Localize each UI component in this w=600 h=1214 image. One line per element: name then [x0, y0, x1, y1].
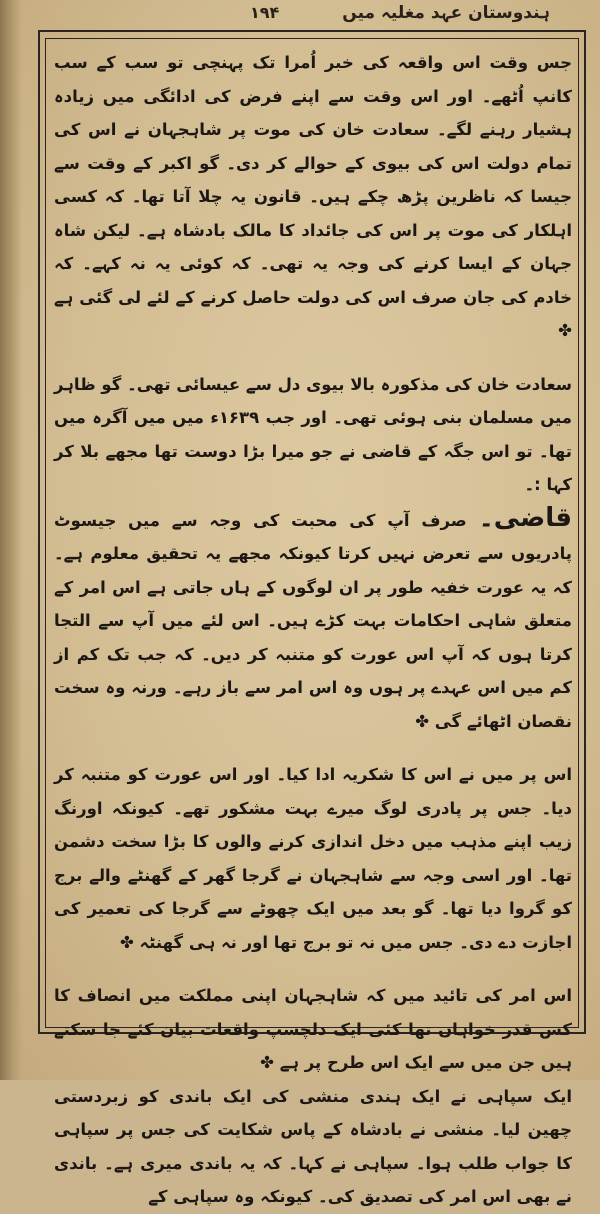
- body-text: [54, 46, 572, 1214]
- paragraph-4: اس پر میں نے اس کا شکریہ ادا کیا۔ اور اس عورت کو متنبہ کر دیا۔ جس پر پادری لوگ میرے بہت مشکور تھے۔ کیونکہ اورنگ زیب اپنے مذہب میں دخل اندازی کرنے والوں کا بڑا سخت دشمن تھا۔ اور اسی وجہ سے شاہجہان نے گرجا گھر کے گھنٹے والے برج کو گروا دیا تھا۔ گو بعد میں ایک چھوٹے سے گرجا کی تعمیر کی اجازت دے دی۔ جس میں نہ تو برج تھا اور نہ ہی گھنٹہ ✤: [54, 765, 572, 952]
- paragraph-3: [54, 502, 572, 739]
- paragraph-6: ایک سپاہی نے ایک ہندی منشی کی ایک باندی کو زبردستی چھین لیا۔ منشی نے بادشاہ کے پاس شکایت کی جس پر سپاہی کا جواب طلب ہوا۔ سپاہی نے کہا۔ کہ یہ باندی میری ہے۔ باندی نے بھی اس امر کی تصدیق کی۔ کیونکہ وہ سپاہی کے: [54, 1086, 572, 1206]
- page-number: ۱۹۴: [250, 2, 280, 22]
- running-title: ہندوستان عہد مغلیہ میں: [342, 2, 550, 23]
- paragraph-5: اس امر کی تائید میں کہ شاہجہان اپنی مملکت میں انصاف کا کس قدر خواہاں تھا کئی ایک دلچسپ واقعات بیان کئے جا سکتے ہیں جن میں سے ایک اس طرح پر ہے ✤: [54, 986, 572, 1072]
- page-spine-shadow: [0, 0, 22, 1080]
- paragraph-2: سعادت خان کی مذکورہ بالا بیوی دل سے عیسائی تھی۔ گو ظاہر میں مسلمان بنی ہوئی تھی۔ اور جب ۱۶۳۹ء میں میں آگرہ میں تھا۔ تو اس جگہ کے قاضی نے جو میرا بڑا دوست تھا مجھے بلا کر کہا :۔: [54, 374, 572, 494]
- speaker-label: قاضی۔: [478, 502, 573, 533]
- page-header: [40, 0, 580, 24]
- paragraph-3-text: صرف آپ کی محبت کی وجہ سے میں جیسوٹ پادریوں سے تعرض نہیں کرتا کیونکہ مجھے یہ تحقیق معلوم ہے۔ کہ یہ عورت خفیہ طور پر ان لوگوں کے ہاں جاتی ہے اس امر کے متعلق شاہی احکامات بہت کڑے ہیں۔ اس لئے میں آپ سے التجا کرتا ہوں کہ آپ اس عورت کو متنبہ کر دیں۔ کہ جب تک کم از کم میں اس عہدے پر ہوں وہ اس امر سے باز رہے۔ ورنہ وہ سخت نقصان اٹھائے گی ✤: [54, 510, 572, 731]
- paragraph-1: جس وقت اس واقعہ کی خبر اُمرا تک پہنچی تو سب کے سب کانپ اُٹھے۔ اور اس وقت سے اپنے فرض کی ادائگی میں زیادہ ہشیار رہنے لگے۔ سعادت خان کی موت پر شاہجہان نے اس کی تمام دولت اس کی بیوی کے حوالے کر دی۔ گو اکبر کے وقت سے جیسا کہ ناظرین پڑھ چکے ہیں۔ قانون یہ چلا آتا تھا۔ کہ کسی اہلکار کی موت پر اس کی جائداد کا مالک بادشاہ ہے۔ لیکن شاہ جہان کے ایسا کرنے کی وجہ یہ تھی۔ کہ کوئی یہ نہ کہے۔ کہ خادم کی جان صرف اس کی دولت حاصل کرنے کے لئے لی گئی ہے ✤: [54, 53, 572, 340]
